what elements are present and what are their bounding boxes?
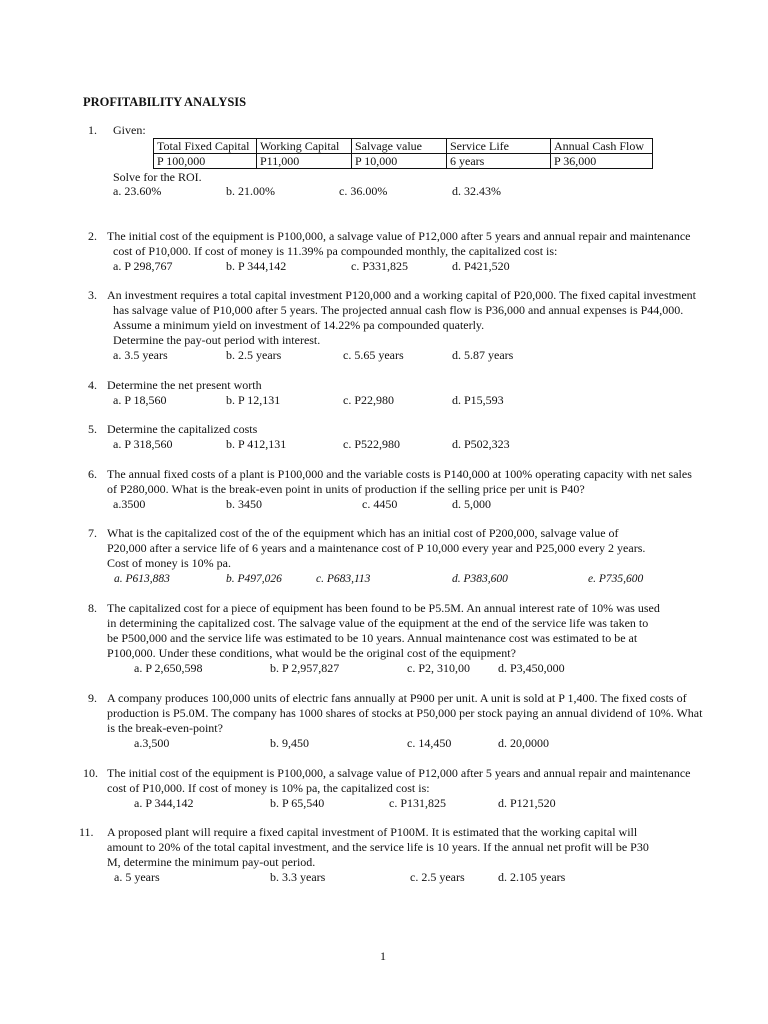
q9-number: 9.: [88, 691, 97, 705]
choice-d: d. 32.43%: [452, 184, 501, 198]
choice-d: d. P502,323: [452, 437, 510, 451]
table-header-cell: Salvage value: [352, 139, 447, 154]
choice-d: d. 20,0000: [498, 736, 549, 750]
choice-a: a. 3.5 years: [113, 348, 168, 362]
choice-d: d. 5.87 years: [452, 348, 514, 362]
table-header-cell: Working Capital: [257, 139, 352, 154]
choice-b: b. 3450: [226, 497, 262, 511]
page-number: 1: [380, 949, 386, 963]
page-title: PROFITABILITY ANALYSIS: [83, 95, 247, 109]
choice-c: c. 5.65 years: [343, 348, 404, 362]
q11-number: 11.: [79, 825, 94, 839]
q5-number: 5.: [88, 422, 97, 436]
choice-c: c. P331,825: [351, 259, 408, 273]
q11-line: A proposed plant will require a fixed capital investment of P100M. It is estimated that the working capital will: [107, 825, 638, 839]
choice-a: a. P 2,650,598: [134, 661, 203, 675]
choice-a: a. P 298,767: [113, 259, 173, 273]
q1-given: Given:: [113, 123, 146, 137]
choice-b: b. P 412,131: [226, 437, 287, 451]
given-table: [153, 138, 653, 169]
q6-line: of P280,000. What is the break-even point in units of production if the selling price per unit is P40?: [107, 482, 585, 496]
choice-a: a.3500: [113, 497, 146, 511]
choice-c: c. P22,980: [343, 393, 394, 407]
q7-line: What is the capitalized cost of the of the equipment which has an initial cost of P200,000, salvage value of: [107, 526, 619, 540]
choice-b: b. P 2,957,827: [270, 661, 340, 675]
q3-line: An investment requires a total capital investment P120,000 and a working capital of P20,000. The fixed capital investment: [107, 288, 696, 302]
q7-line: Cost of money is 10% pa.: [107, 556, 231, 570]
table-header-row: [154, 139, 653, 154]
choice-c: c. 4450: [362, 497, 398, 511]
choice-d: d. P421,520: [452, 259, 510, 273]
table-cell: P 36,000: [551, 154, 653, 169]
q1-prompt: Solve for the ROI.: [113, 170, 202, 184]
q11-line: amount to 20% of the total capital investment, and the service life is 10 years. If the annual net profit will be P30: [107, 840, 649, 854]
choice-b: b. P497,026: [226, 573, 282, 585]
q5-line: Determine the capitalized costs: [107, 422, 258, 436]
choice-d: d. P121,520: [498, 796, 556, 810]
q7-number: 7.: [88, 526, 97, 540]
choice-c: c. 36.00%: [339, 184, 388, 198]
q8-line: be P500,000 and the service life was estimated to be 10 years. Annual maintenance cost was estimated to be at: [107, 631, 638, 645]
choice-c: c. P131,825: [389, 796, 446, 810]
q2-line: The initial cost of the equipment is P100,000, a salvage value of P12,000 after 5 years and annual repair and maintenance: [107, 229, 691, 243]
q3-line: has salvage value of P10,000 after 5 years. The projected annual cash flow is P36,000 and annual expenses is P44,000.: [113, 303, 684, 317]
q11-line: M, determine the minimum pay-out period.: [107, 855, 316, 869]
choice-d: d. 5,000: [452, 497, 491, 511]
choice-b: b. 2.5 years: [226, 348, 282, 362]
q3-line: Assume a minimum yield on investment of 14.22% pa compounded quaterly.: [113, 318, 485, 332]
choice-c: c. P522,980: [343, 437, 400, 451]
q4-number: 4.: [88, 378, 97, 392]
q8-line: P100,000. Under these conditions, what would be the original cost of the equipment?: [107, 646, 516, 660]
choice-c: c. 2.5 years: [410, 870, 465, 884]
table-cell: 6 years: [447, 154, 551, 169]
choice-d: d. P383,600: [452, 573, 508, 585]
choice-a: a. P613,883: [114, 573, 170, 585]
q2-line: cost of P10,000. If cost of money is 11.39% pa compounded monthly, the capitalized cost is:: [113, 244, 558, 258]
choice-a: a. 5 years: [114, 870, 160, 884]
table-row: [154, 154, 653, 169]
q6-number: 6.: [88, 467, 97, 481]
choice-b: b. P 344,142: [226, 259, 287, 273]
table-header-cell: Annual Cash Flow: [551, 139, 653, 154]
q8-number: 8.: [88, 601, 97, 615]
table-cell: P 10,000: [352, 154, 447, 169]
q8-line: in determining the capitalized cost. The salvage value of the equipment at the end of the service life was taken to: [107, 616, 649, 630]
choice-d: d. 2.105 years: [498, 870, 566, 884]
choice-a: a. 23.60%: [113, 184, 162, 198]
q10-number: 10.: [83, 766, 98, 780]
choice-a: a. P 18,560: [113, 393, 167, 407]
q9-line: is the break-even-point?: [107, 721, 223, 735]
choice-c: c. 14,450: [407, 736, 452, 750]
q7-line: P20,000 after a service life of 6 years and a maintenance cost of P 10,000 every year and P25,000 every 2 years.: [107, 541, 646, 555]
q3-line: Determine the pay-out period with interest.: [113, 333, 321, 347]
choice-b: b. 9,450: [270, 736, 309, 750]
choice-b: b. P 65,540: [270, 796, 325, 810]
q6-line: The annual fixed costs of a plant is P100,000 and the variable costs is P140,000 at 100% operating capacity with net sales: [107, 467, 692, 481]
q10-line: The initial cost of the equipment is P100,000, a salvage value of P12,000 after 5 years and annual repair and maintenance: [107, 766, 691, 780]
choice-e: e. P735,600: [588, 573, 644, 585]
table-cell: P11,000: [257, 154, 352, 169]
choice-b: b. 21.00%: [226, 184, 275, 198]
q1-number: 1.: [88, 123, 97, 137]
choice-d: d. P3,450,000: [498, 661, 565, 675]
q4-line: Determine the net present worth: [107, 378, 262, 392]
choice-c: c. P683,113: [316, 573, 371, 585]
q2-number: 2.: [88, 229, 97, 243]
choice-a: a. P 344,142: [134, 796, 194, 810]
q8-line: The capitalized cost for a piece of equipment has been found to be P5.5M. An annual interest rate of 10% was used: [107, 601, 660, 615]
choice-b: b. 3.3 years: [270, 870, 326, 884]
q9-line: A company produces 100,000 units of electric fans annually at P900 per unit. A unit is sold at P 1,400. The fixed costs of: [107, 691, 687, 705]
q10-line: cost of P10,000. If cost of money is 10% pa, the capitalized cost is:: [107, 781, 430, 795]
table-cell: P 100,000: [154, 154, 257, 169]
choice-c: c. P2, 310,00: [407, 661, 470, 675]
q9-line: production is P5.0M. The company has 1000 shares of stocks at P50,000 per stock paying an annual dividend of 10%. What: [107, 706, 703, 720]
table-header-cell: Total Fixed Capital: [154, 139, 257, 154]
choice-a: a. P 318,560: [113, 437, 173, 451]
choice-d: d. P15,593: [452, 393, 504, 407]
choice-a: a.3,500: [134, 736, 170, 750]
table-header-cell: Service Life: [447, 139, 551, 154]
q3-number: 3.: [88, 288, 97, 302]
choice-b: b. P 12,131: [226, 393, 281, 407]
